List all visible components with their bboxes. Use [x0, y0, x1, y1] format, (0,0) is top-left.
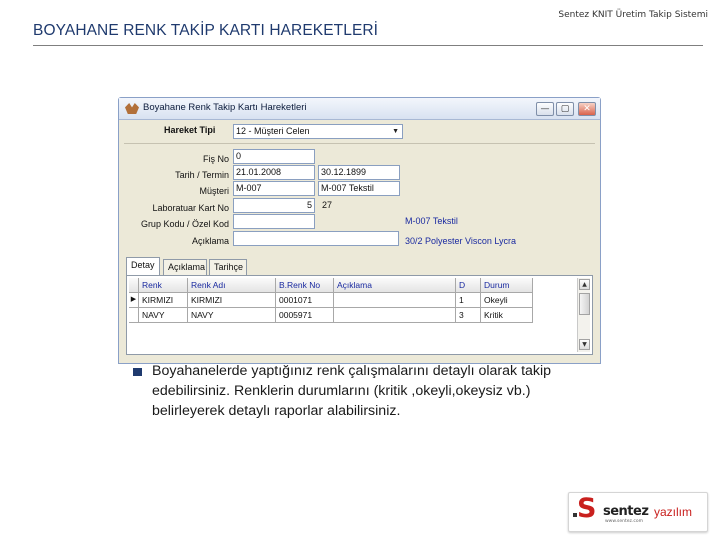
- renk-grid-panel: [126, 275, 593, 355]
- slide-title: BOYAHANE RENK TAKİP KARTI HAREKETLERİ: [33, 22, 379, 39]
- tarih-input[interactable]: 21.01.2008: [233, 165, 315, 180]
- feature-description: Boyahanelerde yaptığınız renk çalışmalarını detaylı olarak takip edebilirsiniz. Renklerin durumlarını (kritik ,okeyli,okeysiz vb.) belirleyerek detaylı raporlar alabilirsiniz.: [152, 363, 552, 419]
- table-cell[interactable]: 0001071: [276, 293, 334, 308]
- tab-detay[interactable]: Detay: [126, 257, 160, 276]
- aciklama-input[interactable]: [233, 231, 399, 246]
- table-cell[interactable]: NAVY: [139, 308, 188, 323]
- table-cell[interactable]: [334, 308, 456, 323]
- table-cell[interactable]: KIRMIZI: [188, 293, 276, 308]
- table-cell[interactable]: 1: [456, 293, 481, 308]
- hareket-tipi-panel: [124, 123, 595, 140]
- sentez-logo: [568, 492, 708, 532]
- lab-kart-input[interactable]: 5: [233, 198, 315, 213]
- scroll-down-icon[interactable]: ▼: [579, 339, 590, 350]
- chevron-down-icon[interactable]: ▼: [392, 128, 399, 135]
- grup-kodu-right-text: M-007 Tekstil: [405, 216, 458, 226]
- table-cell[interactable]: Okeyli: [481, 293, 533, 308]
- table-cell[interactable]: KIRMIZI: [139, 293, 188, 308]
- minimize-button[interactable]: —: [536, 102, 554, 116]
- tab-tarihce[interactable]: Tarihçe: [209, 259, 247, 276]
- close-button[interactable]: ✕: [578, 102, 596, 116]
- aciklama-right-text: 30/2 Polyester Viscon Lycra: [405, 236, 517, 246]
- renk-takip-window: [118, 97, 601, 364]
- grup-kodu-input[interactable]: [233, 214, 315, 229]
- column-header[interactable]: Renk Adı: [188, 278, 276, 293]
- column-header[interactable]: Açıklama: [334, 278, 456, 293]
- maximize-button[interactable]: ▢: [556, 102, 574, 116]
- fis-no-input[interactable]: 0: [233, 149, 315, 164]
- window-title: Boyahane Renk Takip Kartı Hareketleri: [143, 102, 307, 113]
- window-titlebar[interactable]: [119, 98, 600, 120]
- column-header[interactable]: Durum: [481, 278, 533, 293]
- panel-divider: [124, 143, 595, 144]
- lab-kart-label: Laboratuar Kart No: [152, 203, 229, 213]
- lab-kart-value2: 27: [322, 200, 333, 210]
- hareket-tipi-select[interactable]: [233, 124, 403, 139]
- logo-url-text: www.sentez.com: [605, 519, 643, 524]
- grup-kodu-label: Grup Kodu / Özel Kod: [140, 219, 229, 229]
- table-row[interactable]: [129, 293, 578, 308]
- hareket-tipi-label: Hareket Tipi: [164, 125, 216, 135]
- tab-aciklama[interactable]: Açıklama: [163, 259, 207, 276]
- musteri-input[interactable]: M-007: [233, 181, 315, 196]
- row-selector[interactable]: [129, 308, 139, 323]
- column-header[interactable]: D: [456, 278, 481, 293]
- row-selector-icon[interactable]: ▶: [129, 293, 139, 308]
- hareket-tipi-value: 12 - Müşteri Celen: [236, 126, 310, 136]
- scroll-thumb[interactable]: [579, 293, 590, 315]
- logo-sentez-text: sentez: [603, 504, 649, 519]
- aciklama-label: Açıklama: [191, 236, 229, 246]
- table-cell[interactable]: Kritik: [481, 308, 533, 323]
- table-row[interactable]: [129, 308, 578, 323]
- grid-scrollbar[interactable]: [577, 278, 590, 352]
- grid-corner: [129, 278, 139, 293]
- table-cell[interactable]: 0005971: [276, 308, 334, 323]
- table-cell[interactable]: NAVY: [188, 308, 276, 323]
- table-cell[interactable]: [334, 293, 456, 308]
- app-icon: [125, 103, 139, 114]
- brand-caption: Sentez KNIT Üretim Takip Sistemi: [558, 10, 708, 20]
- scroll-up-icon[interactable]: ▲: [579, 279, 590, 290]
- logo-s-mark: S: [577, 493, 597, 524]
- title-divider: [33, 45, 703, 46]
- fis-no-label: Fiş No: [202, 154, 229, 164]
- musteri-name-field: M-007 Tekstil: [318, 181, 400, 196]
- tarih-termin-label: Tarih / Termin: [175, 170, 229, 180]
- termin-input[interactable]: 30.12.1899: [318, 165, 400, 180]
- logo-yazilim-text: yazılım: [654, 505, 693, 519]
- column-header[interactable]: B.Renk No: [276, 278, 334, 293]
- grid-header-row: [129, 278, 578, 293]
- table-cell[interactable]: 3: [456, 308, 481, 323]
- bullet-icon: [133, 368, 142, 376]
- column-header[interactable]: Renk: [139, 278, 188, 293]
- musteri-label: Müşteri: [199, 186, 229, 196]
